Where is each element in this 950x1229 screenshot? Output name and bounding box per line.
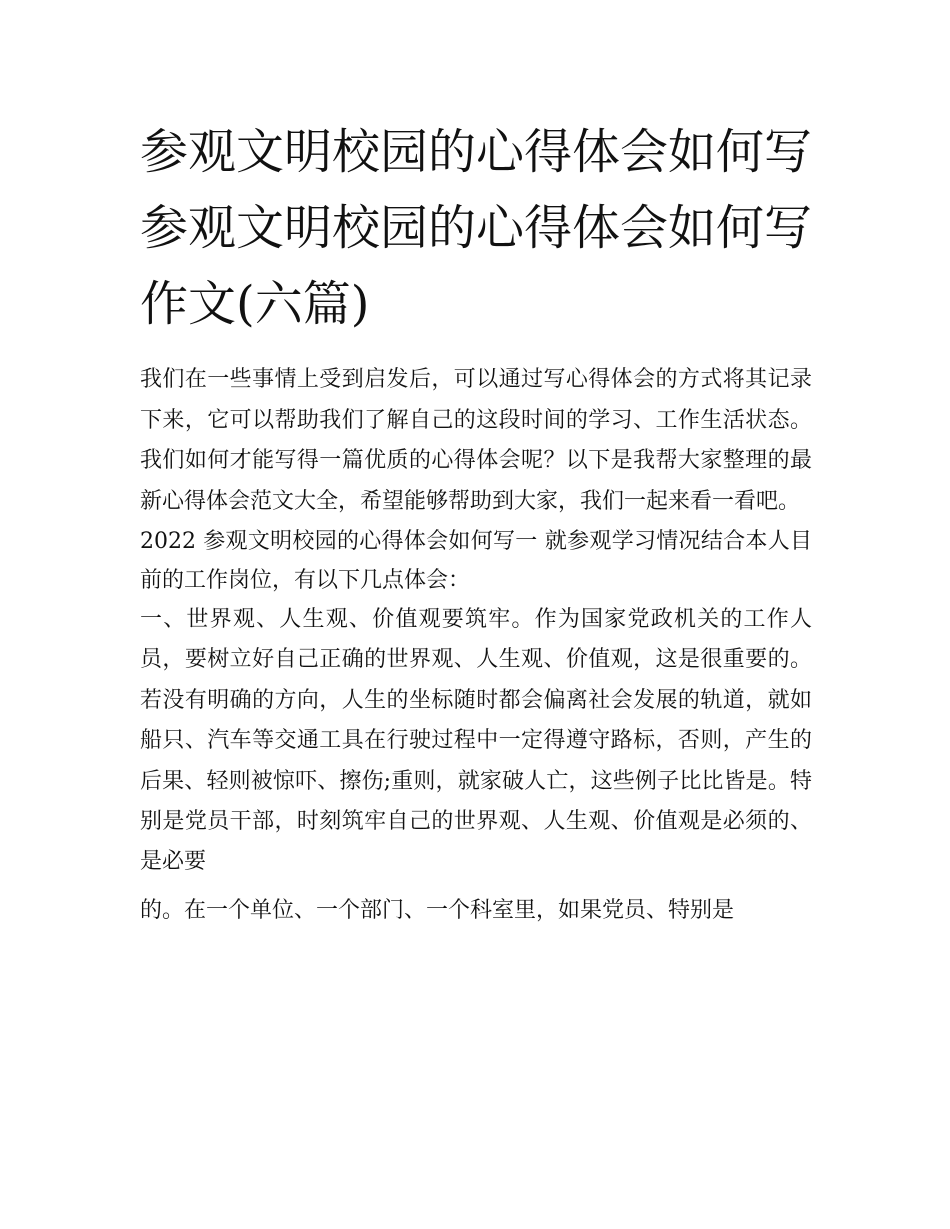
document-body (140, 360, 812, 931)
point-one-paragraph: 一、世界观、人生观、价值观要筑牢。作为国家党政机关的工作人员，要树立好自己正确的世界观、人生观、价值观，这是很重要的。若没有明确的方向，人生的坐标随时都会偏离社会发展的轨道，就如船只、汽车等交通工具在行驶过程中一定得遵守路标，否则，产生的后果、轻则被惊吓、擦伤;重则，就家破人亡，这些例子比比皆是。特别是党员干部，时刻筑牢自己的世界观、人生观、价值观是必须的、是必要 (140, 607, 812, 875)
document-title: 参观文明校园的心得体会如何写 参观文明校园的心得体会如何写作文(六篇) (140, 124, 813, 332)
intro-paragraph: 我们在一些事情上受到启发后，可以通过写心得体会的方式将其记录下来，它可以帮助我们了解自己的这段时间的学习、工作生活状态。我们如何才能写得一篇优质的心得体会呢？以下是我帮大家整理的最新心得体会范文大全，希望能够帮助到大家，我们一起来看一看吧。 (140, 367, 812, 514)
section-heading-paragraph: 2022 参观文明校园的心得体会如何写一 就参观学习情况结合本人目前的工作岗位，有以下几点体会： (140, 529, 812, 593)
continuation-paragraph: 的。在一个单位、一个部门、一个科室里，如果党员、特别是 (140, 897, 735, 923)
